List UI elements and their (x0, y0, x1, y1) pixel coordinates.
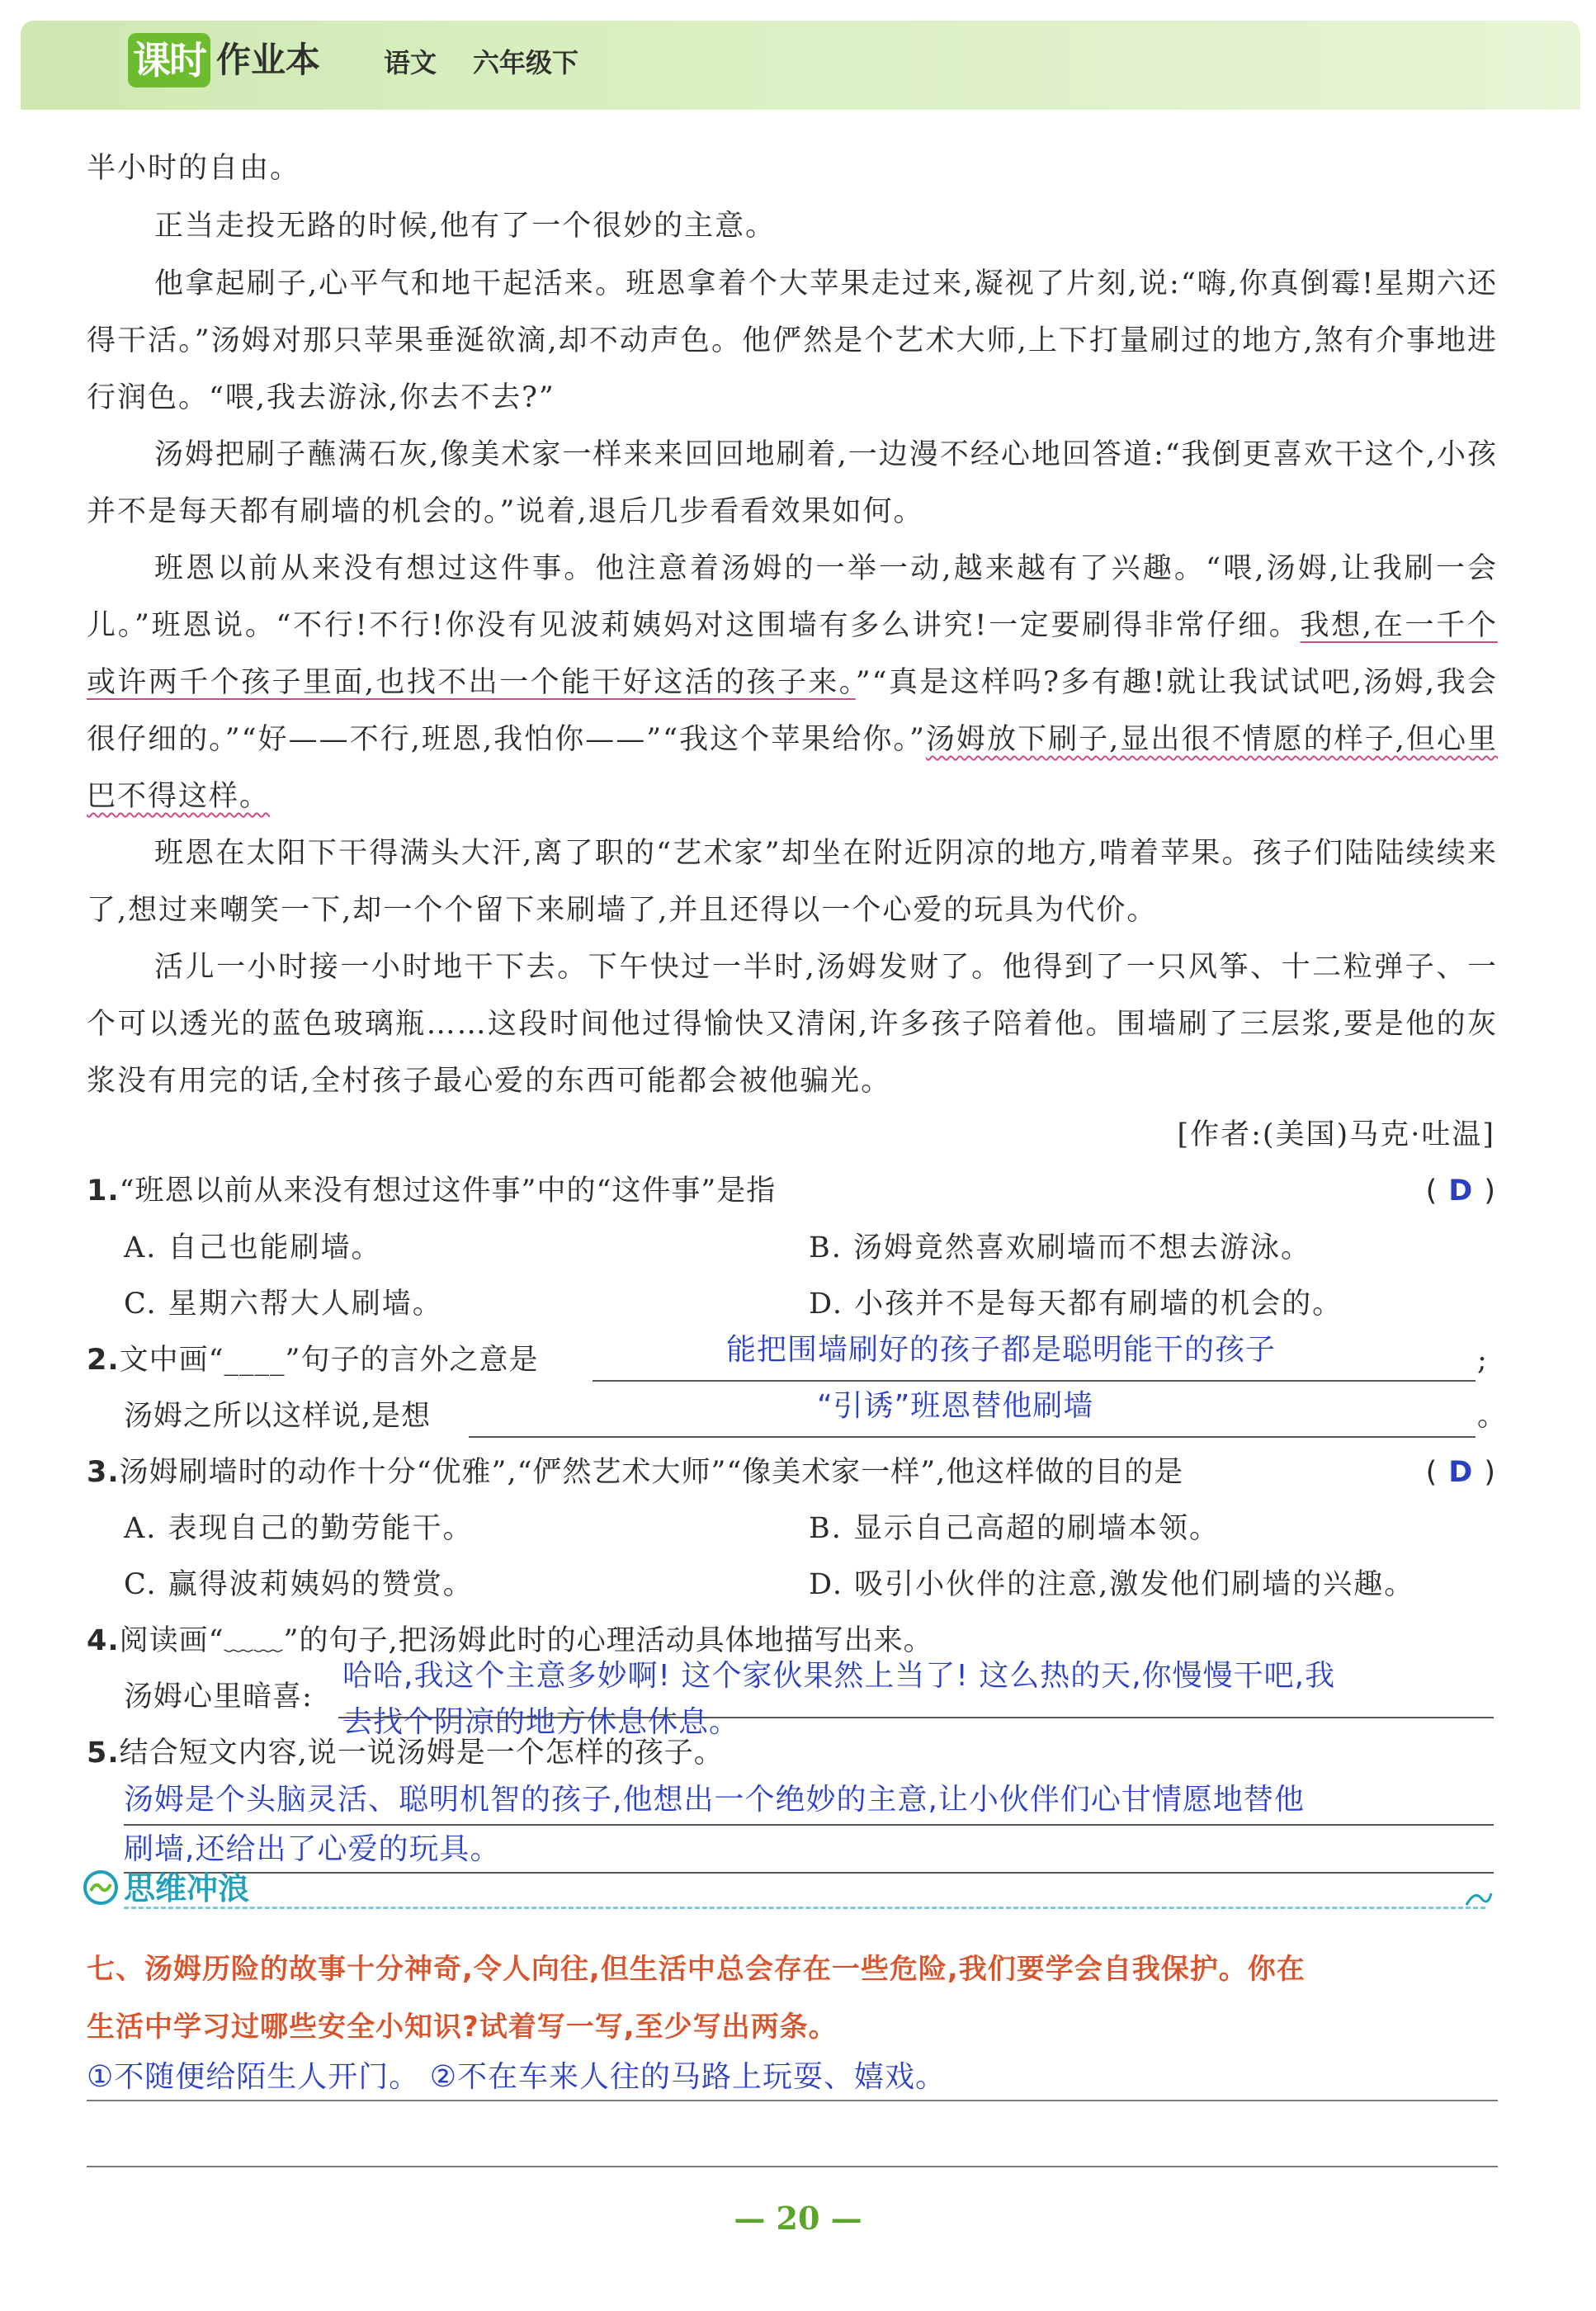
story-paragraph-2: 正当走投无路的时候,他有了一个很妙的主意。 (154, 210, 777, 243)
answer-line (469, 1436, 1476, 1438)
question-text: 阅读画“﹏﹏”的句子,把汤姆此时的心理活动具体地描写出来。 (119, 1624, 933, 1657)
question-text: 文中画“____”句子的言外之意是 (119, 1344, 539, 1377)
handwritten-answer: 哈哈,我这个主意多妙啊! 这个家伙果然上当了! 这么热的天,你慢慢干吧,我 (342, 1659, 1336, 1693)
wave-end-icon (1465, 1888, 1493, 1908)
wavy-underlined-sentence: 汤姆放下刷子,显出很不情愿的样子,但心里巴不得这样。 (87, 723, 1498, 813)
option-d: D. 吸引小伙伴的注意,激发他们刷墙的兴趣。 (809, 1568, 1415, 1601)
answer-choice: D (1448, 1456, 1473, 1489)
option-b: B. 汤姆竟然喜欢刷墙而不想去游泳。 (809, 1231, 1311, 1264)
answer-bracket-3: ( D ) (1425, 1456, 1495, 1489)
option-b: B. 显示自己高超的刷墙本领。 (809, 1512, 1220, 1545)
line-end-mark: 。 (1477, 1400, 1508, 1433)
option-a: A. 表现自己的勤劳能干。 (124, 1512, 474, 1545)
story-paragraph-5 (87, 541, 1498, 825)
question-number: 5. (87, 1737, 120, 1770)
option-c: C. 星期六帮大人刷墙。 (124, 1288, 443, 1321)
question-number: 2. (87, 1344, 120, 1377)
handwritten-answer: ①不随便给陌生人开门。 ②不在车来人往的马路上玩耍、嬉戏。 (87, 2060, 946, 2094)
question-number: 1. (87, 1174, 120, 1207)
question-number: 4. (87, 1624, 120, 1657)
writing-line (87, 2166, 1498, 2167)
question-4-prefix: 汤姆心里暗喜: (124, 1680, 313, 1713)
question-2-part-b: 汤姆之所以这样说,是想 (124, 1400, 432, 1433)
question-7-line-2: 生活中学习过哪些安全小知识?试着写一写,至少写出两条。 (87, 2011, 838, 2044)
question-2 (87, 1335, 538, 1385)
logo-text: 作业本 (216, 40, 321, 80)
question-number: 3. (87, 1456, 120, 1489)
line-end-mark: ; (1477, 1344, 1488, 1377)
grade-label: 六年级下 (473, 47, 579, 78)
option-d: D. 小孩并不是每天都有刷墙的机会的。 (809, 1288, 1343, 1321)
handwritten-answer: 汤姆是个头脑灵活、聪明机智的孩子,他想出一个绝妙的主意,让小伙伴们心甘情愿地替他 (124, 1783, 1305, 1817)
author-credit: [作者:(美国)马克·吐温] (1177, 1118, 1495, 1151)
subject-label: 语文 (384, 47, 437, 78)
story-p5-text-a: 班恩以前从来没有想过这件事。他注意着汤姆的一举一动,越来越有了兴趣。“喂,汤姆,让我刷一会儿。”班恩说。“不行!不行!你没有见波莉姨妈对这围墙有多么讲究!一定要刷得非常仔细。 (87, 552, 1498, 642)
handwritten-answer: 刷墙,还给出了心爱的玩具。 (124, 1832, 501, 1866)
option-a: A. 自己也能刷墙。 (124, 1231, 382, 1264)
story-paragraph-1: 半小时的自由。 (87, 152, 301, 185)
section-divider (124, 1907, 1485, 1909)
handwritten-answer: 去找个阴凉的地方休息休息。 (342, 1705, 740, 1739)
underlined-sentence: 我想,在一千个或许两千个孩子里面,也找不出一个能干好这活的孩子来。 (87, 609, 1498, 699)
story-p5-text-b: ”“真是这样吗?多有趣!就让我试试吧,汤姆,我会很仔细的。”“好——不行,班恩,我怕你——”“我这个苹果给你。” (87, 666, 1498, 756)
question-1 (87, 1166, 776, 1216)
question-3 (87, 1448, 1183, 1497)
wave-icon (83, 1869, 119, 1906)
section-title: 思维冲浪 (124, 1870, 250, 1907)
story-paragraph-7: 活儿一小时接一小时地干下去。下午快过一半时,汤姆发财了。他得到了一只风筝、十二粒弹子、一个可以透光的蓝色玻璃瓶……这段时间他过得愉快又清闲,许多孩子陪着他。围墙刷了三层浆,要是他的灰浆没有用完的话,全村孩子最心爱的东西可能都会被他骗光。 (87, 951, 1498, 1098)
answer-line (124, 1872, 1494, 1874)
logo-mark: 课时 (128, 33, 210, 87)
answer-choice: D (1448, 1174, 1473, 1207)
answer-bracket-1: ( D ) (1425, 1174, 1495, 1207)
writing-line (87, 2100, 1498, 2101)
story-paragraph-3: 他拿起刷子,心平气和地干起活来。班恩拿着个大苹果走过来,凝视了片刻,说:“嗨,你真倒霉!星期六还得干活。”汤姆对那只苹果垂涎欲滴,却不动声色。他俨然是个艺术大师,上下打量刷过的地方,煞有介事地进行润色。“喂,我去游泳,你去不去?” (87, 267, 1498, 414)
story-paragraph-4: 汤姆把刷子蘸满石灰,像美术家一样来来回回地刷着,一边漫不经心地回答道:“我倒更喜欢干这个,小孩并不是每天都有刷墙的机会的。”说着,退后几步看看效果如何。 (87, 438, 1498, 528)
question-5 (87, 1728, 724, 1778)
story-paragraph-6: 班恩在太阳下干得满头大汗,离了职的“艺术家”却坐在附近阴凉的地方,啃着苹果。孩子们陆陆续续来了,想过来嘲笑一下,却一个个留下来刷墙了,并且还得以一个心爱的玩具为代价。 (87, 837, 1498, 927)
handwritten-answer: 能把围墙刷好的孩子都是聪明能干的孩子 (726, 1333, 1277, 1367)
handwritten-answer: “引诱”班恩替他刷墙 (817, 1389, 1094, 1423)
question-text: “班恩以前从来没有想过这件事”中的“这件事”是指 (119, 1174, 777, 1207)
question-text: 汤姆刷墙时的动作十分“优雅”,“俨然艺术大师”“像美术家一样”,他这样做的目的是 (119, 1456, 1184, 1489)
option-c: C. 赢得波莉姨妈的赞赏。 (124, 1568, 474, 1601)
page-number: — 20 — (734, 2200, 862, 2237)
question-7-line-1: 七、汤姆历险的故事十分神奇,令人向往,但生活中总会存在一些危险,我们要学会自我保护。你在 (87, 1953, 1306, 1986)
question-text: 结合短文内容,说一说汤姆是一个怎样的孩子。 (119, 1737, 724, 1770)
